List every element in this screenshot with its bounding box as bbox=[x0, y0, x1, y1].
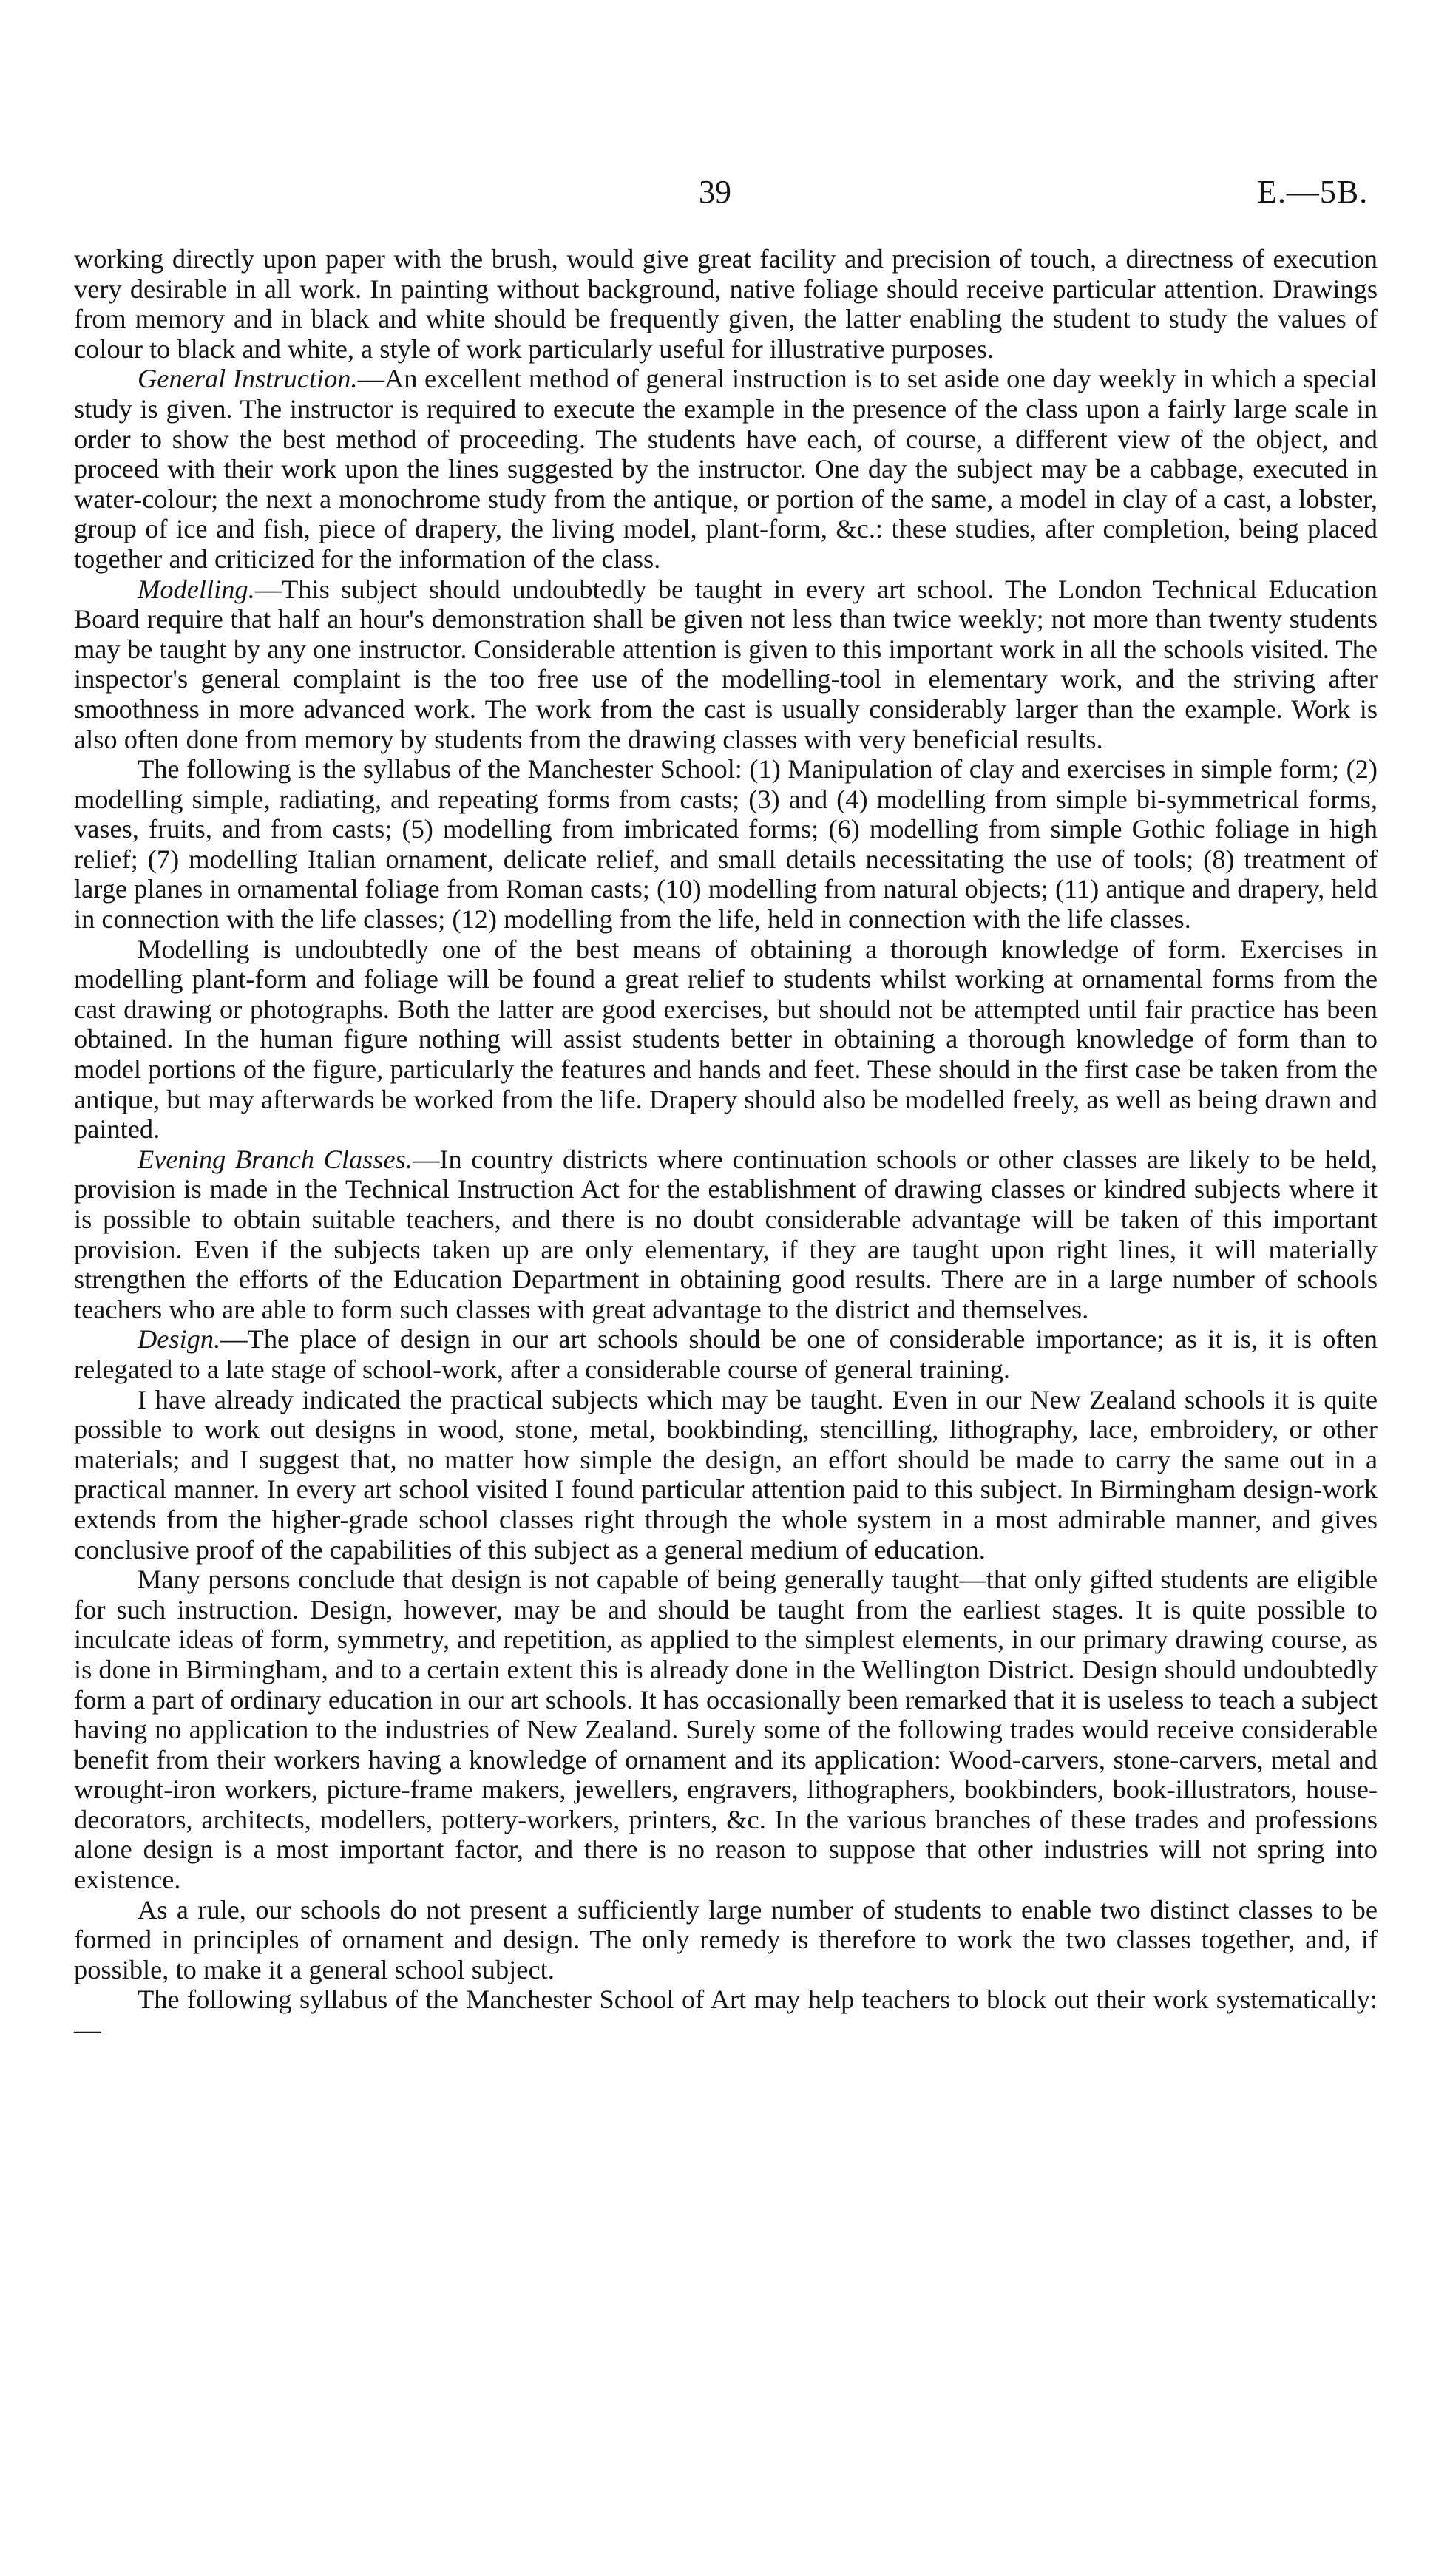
section-heading: General Instruction. bbox=[138, 364, 358, 394]
paragraph-text: working directly upon paper with the brush, would give great facility and precision of touch, a directness of execution very desirable in all work. In painting without background, native foliage should receive particular attention. Drawings from memory and in black and white should be frequently given, the latter enabling the student to study the values of colour to black and white, a style of work particularly useful for illustrative purposes. bbox=[74, 244, 1378, 364]
paragraph-manchester-syllabus bbox=[74, 754, 1378, 935]
paragraph-text: The following is the syllabus of the Manchester School: (1) Manipulation of clay and exercises in simple form; (2) modelling simple, radiating, and repeating forms from casts; (3) and (4) modelling from simple bi-symmetrical forms, vases, fruits, and from casts; (5) modelling from imbricated forms; (6) modelling from simple Gothic foliage in high relief; (7) modelling Italian ornament, delicate relief, and small details necessitating the use of tools; (8) treatment of large planes in ornamental foliage from Roman casts; (10) modelling from natural objects; (11) antique and drapery, held in connection with the life classes; (12) modelling from the life, held in connection with the life classes. bbox=[74, 754, 1378, 935]
document-reference: E.—5B. bbox=[1257, 174, 1369, 210]
paragraph-modelling-knowledge bbox=[74, 935, 1378, 1145]
paragraph-design-teaching bbox=[74, 1565, 1378, 1895]
paragraph-continuation bbox=[74, 244, 1378, 364]
paragraph-text: Many persons conclude that design is not capable of being generally taught—that only gifted students are eligible for such instruction. Design, however, may be and should be taught from the earliest stages. It is quite possible to inculcate ideas of form, symmetry, and repetition, as applied to the simplest elements, in our primary drawing course, as is done in Birmingham, and to a certain extent this is already done in the Wellington District. Design should undoubtedly form a part of ordinary education in our art schools. It has occasionally been remarked that it is useless to teach a subject having no application to the industries of New Zealand. Surely some of the following trades would receive considerable benefit from their workers having a knowledge of ornament and its application: Wood-carvers, stone-carvers, metal and wrought-iron workers, picture-frame makers, jewellers, engravers, lithographers, bookbinders, book-illustrators, house-decorators, architects, modellers, pottery-workers, printers, &c. In the various branches of these trades and professions alone design is a most important factor, and there is no reason to suppose that other industries will not spring into existence. bbox=[74, 1565, 1378, 1895]
paragraph-general-instruction bbox=[74, 364, 1378, 574]
section-heading: Modelling. bbox=[138, 574, 255, 604]
paragraph-text: I have already indicated the practical subjects which may be taught. Even in our New Zealand schools it is quite possible to work out designs in wood, stone, metal, bookbinding, stencilling, lithography, lace, embroidery, or other materials; and I suggest that, no matter how simple the design, an effort should be made to carry the same out in a practical manner. In every art school visited I found particular attention paid to this subject. In Birmingham design-work extends from the higher-grade school classes right through the whole system in a most admirable manner, and gives conclusive proof of the capabilities of this subject as a general medium of education. bbox=[74, 1384, 1378, 1565]
paragraph-evening-branch-classes bbox=[74, 1145, 1378, 1325]
paragraph-text: As a rule, our schools do not present a sufficiently large number of students to enable two distinct classes to be formed in principles of ornament and design. The only remedy is therefore to work the two classes together, and, if possible, to make it a general school subject. bbox=[74, 1894, 1378, 1984]
paragraph-schools-classes bbox=[74, 1895, 1378, 1985]
paragraph-syllabus-intro bbox=[74, 1984, 1378, 2044]
paragraph-text: —In country districts where continuation schools or other classes are likely to be held, provision is made in the Technical Instruction Act for the establishment of drawing classes or kindred subjects where it is possible to obtain suitable teachers, and there is no doubt considerable advantage will be taken of this important provision. Even if the subjects taken up are only elementary, if they are taught upon right lines, it will materially strengthen the efforts of the Education Department in obtaining good results. There are in a large number of schools teachers who are able to form such classes with great advantage to the district and themselves. bbox=[74, 1144, 1378, 1324]
page-header bbox=[0, 172, 1450, 216]
paragraph-practical-subjects bbox=[74, 1385, 1378, 1565]
paragraph-design bbox=[74, 1324, 1378, 1384]
paragraph-modelling bbox=[74, 574, 1378, 755]
paragraph-text: —This subject should undoubtedly be taught in every art school. The London Technical Education Board require that half an hour's demonstration shall be given not less than twice weekly; not more than twenty students may be taught by any one instructor. Considerable attention is given to this important work in all the schools visited. The inspector's general complaint is the too free use of the modelling-tool in elementary work, and the striving after smoothness in more advanced work. The work from the cast is usually considerably larger than the example. Work is also often done from memory by students from the drawing classes with very beneficial results. bbox=[74, 574, 1378, 754]
body-text bbox=[74, 244, 1378, 2045]
page-number: 39 bbox=[699, 174, 731, 210]
section-heading: Design. bbox=[138, 1324, 221, 1355]
section-heading: Evening Branch Classes. bbox=[138, 1144, 413, 1174]
paragraph-text: Modelling is undoubtedly one of the best means of obtaining a thorough knowledge of form. Exercises in modelling plant-form and foliage will be found a great relief to students whilst working at ornamental forms from the cast drawing or photographs. Both the latter are good exercises, but should not be attempted until fair practice has been obtained. In the human figure nothing will assist students better in obtaining a thorough knowledge of form than to model portions of the figure, particularly the features and hands and feet. These should in the first case be taken from the antique, but may afterwards be worked from the life. Drapery should also be modelled freely, as well as being drawn and painted. bbox=[74, 934, 1378, 1145]
paragraph-text: —The place of design in our art schools should be one of considerable importance; as it is, it is often relegated to a late stage of school-work, after a considerable course of general training. bbox=[74, 1324, 1378, 1384]
paragraph-text: —An excellent method of general instruction is to set aside one day weekly in which a special study is given. The instructor is required to execute the example in the presence of the class upon a fairly large scale in order to show the best method of proceeding. The students have each, of course, a different view of the object, and proceed with their work upon the lines suggested by the instructor. One day the subject may be a cabbage, executed in water-colour; the next a monochrome study from the antique, or portion of the same, a model in clay of a cast, a lobster, group of ice and fish, piece of drapery, the living model, plant-form, &c.: these studies, after completion, being placed together and criticized for the information of the class. bbox=[74, 364, 1378, 574]
paragraph-text: The following syllabus of the Manchester School of Art may help teachers to block out their work systematically:— bbox=[74, 1984, 1378, 2045]
